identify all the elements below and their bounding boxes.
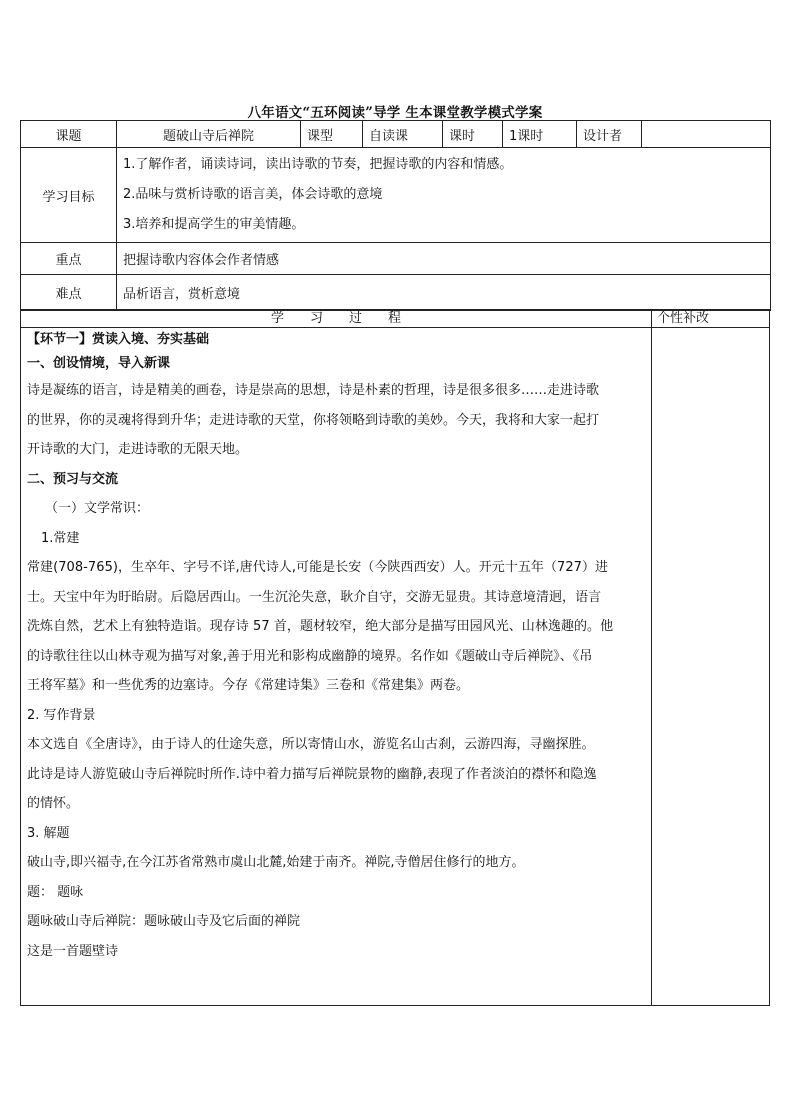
type-value: 自读课: [363, 121, 443, 148]
paragraph-line: 开诗歌的大门，走进诗歌的无限天地。: [27, 442, 249, 457]
difficulty-value: 品析语言，赏析意境: [117, 275, 771, 311]
item-heading: 2. 写作背景: [27, 707, 96, 723]
designer-label: 设计者: [577, 121, 642, 148]
hours-value: 1课时: [503, 121, 577, 148]
paragraph-line: 这是一首题壁诗: [27, 943, 119, 959]
paragraph-line: 的世界，你的灵魂将得到升华；走进诗歌的天堂，你将领略到诗歌的美妙。今天，我将和大家一起打: [27, 412, 600, 428]
paragraph-line: 洗炼自然，艺术上有独特造诣。现存诗 57 首，题材较窄，绝大部分是描写田园风光、山林逸趣的。他: [27, 619, 614, 634]
paragraph-line: 题咏破山寺后禅院：题咏破山寺及它后面的禅院: [27, 914, 301, 929]
lesson-info-table: [20, 120, 771, 311]
paragraph-line: 诗是凝练的语言，诗是精美的画卷，诗是崇高的思想，诗是朴素的哲理，诗是很多很多……走进诗歌: [27, 383, 600, 398]
topic-label: 课题: [21, 121, 117, 148]
paragraph-line: 本文选自《全唐诗》，由于诗人的仕途失意，所以寄情山水，游览名山古刹，云游四海，寻幽探胜。: [27, 737, 595, 752]
item-heading: 1.常建: [41, 530, 80, 546]
process-header: [21, 310, 769, 328]
goal-item: 2.品味与赏析诗歌的语言美，体会诗歌的意境: [123, 187, 383, 202]
paragraph-line: 此诗是诗人游览破山寺后禅院时所作.诗中着力描写后禅院景物的幽静,表现了作者淡泊的襟怀和隐逸: [27, 766, 597, 782]
type-label: 课型: [301, 121, 363, 148]
paragraph-line: 的情怀。: [27, 796, 80, 811]
paragraph-line: 常建(708-765)，生卒年、字号不详,唐代诗人,可能是长安（今陕西西安）人。开元十五年（727）进: [27, 560, 609, 575]
item-heading: 3. 解题: [27, 825, 70, 841]
info-row: [21, 121, 771, 148]
subsection-heading: （一）文学常识：: [45, 501, 150, 516]
difficulty-label: 难点: [21, 275, 117, 311]
column-divider: [651, 310, 652, 1005]
designer-value: [642, 121, 771, 148]
paragraph-line: 的诗歌往往以山林寺观为描写对象,善于用光和影构成幽静的境界。名作如《题破山寺后禅院》、《吊: [27, 648, 593, 664]
topic-value: 题破山寺后禅院: [117, 121, 301, 148]
stage-heading: 【环节一】赏读入境、夯实基础: [27, 332, 210, 347]
paragraph-line: 王将军墓》和一些优秀的边塞诗。今存《常建诗集》三卷和《常建集》两卷。: [27, 678, 470, 693]
goals-label: 学习目标: [21, 148, 117, 243]
goals-row: [21, 148, 771, 243]
difficulty-row: [21, 275, 771, 311]
paragraph-line: 题： 题咏: [27, 884, 84, 900]
learning-process-section: [20, 309, 770, 1006]
document-title: 八年语文“五环阅读”导学 生本课堂教学模式学案: [247, 105, 543, 121]
goals-list: [117, 148, 771, 243]
process-heading: 学习过程: [270, 311, 427, 326]
section-heading: 二、预习与交流: [27, 471, 119, 487]
process-content: [27, 328, 647, 966]
notes-heading: 个性补改: [657, 311, 710, 326]
goal-item: 1.了解作者，诵读诗词，读出诗歌的节奏，把握诗歌的内容和情感。: [123, 157, 513, 172]
goal-item: 3.培养和提高学生的审美情趣。: [123, 217, 305, 232]
key-point-label: 重点: [21, 243, 117, 275]
key-point-value: 把握诗歌内容体会作者情感: [117, 243, 771, 275]
section-heading: 一、创设情境，导入新课: [27, 356, 171, 371]
paragraph-line: 破山寺,即兴福寺,在今江苏省常熟市虞山北麓,始建于南齐。禅院,寺僧居住修行的地方。: [27, 855, 525, 870]
paragraph-line: 士。天宝中年为盱眙尉。后隐居西山。一生沉沦失意，耿介自守，交游无显贵。其诗意境清迥，语言: [27, 589, 602, 605]
hours-label: 课时: [443, 121, 503, 148]
key-point-row: [21, 243, 771, 275]
